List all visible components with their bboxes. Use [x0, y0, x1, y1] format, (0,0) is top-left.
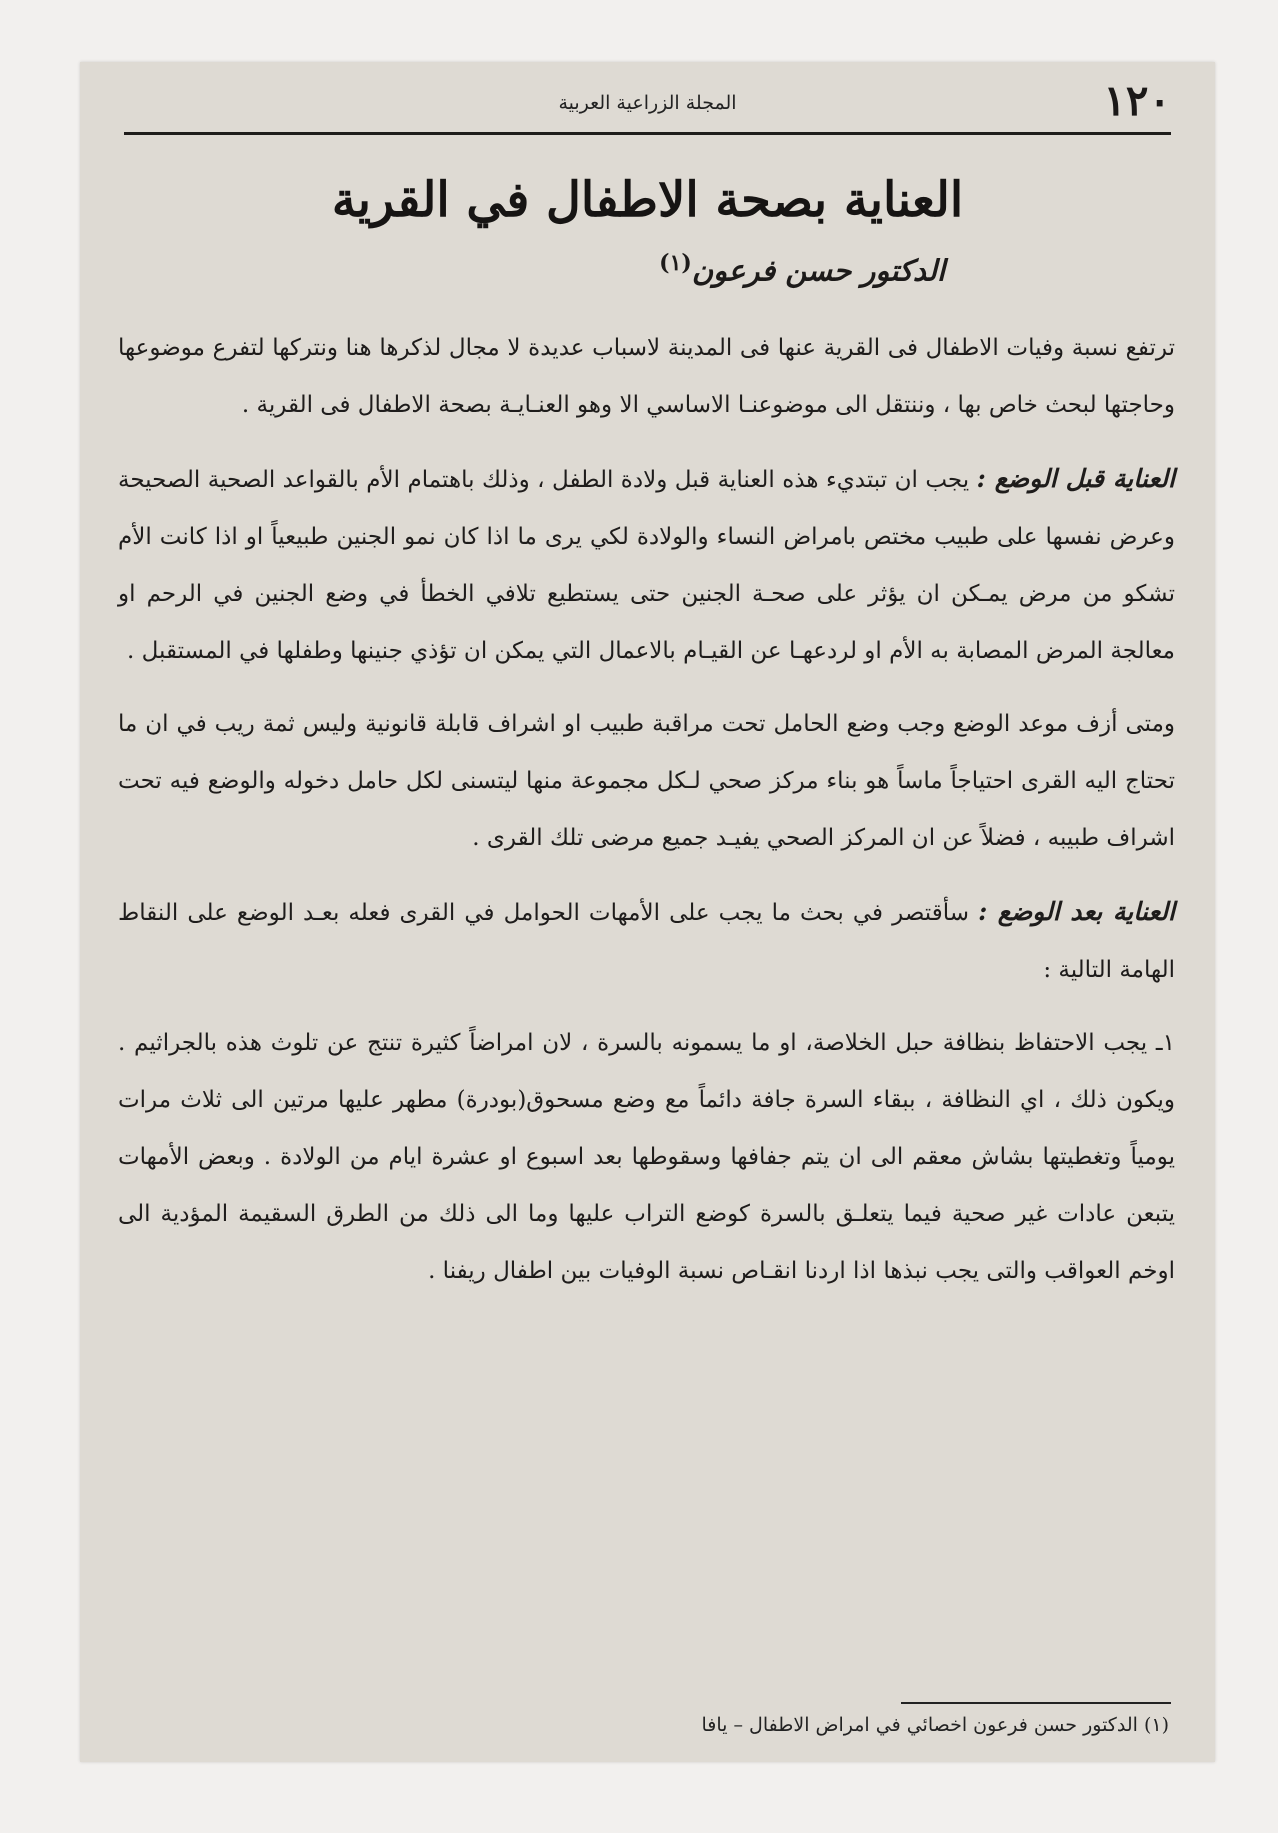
paragraph-point-1 — [118, 1015, 1175, 1300]
footnote-marker: (١) — [1143, 1714, 1169, 1736]
author-name: الدكتور حسن فرعون — [691, 253, 945, 288]
paragraph-text: يجب ان تبتديء هذه العناية قبل ولادة الطفل ، وذلك باهتمام الأم بالقواعد الصحية الصحيحة وعرض نفسها على طبيب مختص بامراض النساء والولادة لكي يرى ما اذا كان نمو الجنين طبيعياً او اذا كانت الأم تشكو من مرض يمـكن ان يؤثر على صحـة الجنين حتى يستطيع تلافي الخطأ في وضع الجنين في الرحم او معالجة المرض المصابة به الأم او لردعهـا عن القيـام بالاعمال التي يمكن ان تؤذي جنينها وطفلها في المستقبل . — [118, 467, 1175, 664]
footnote-divider — [901, 1702, 1171, 1704]
paragraph-intro — [118, 320, 1175, 434]
paragraph-text: ومتى أزف موعد الوضع وجب وضع الحامل تحت مراقبة طبيب او اشراف قابلة قانونية وليس ثمة ريب في ان ما تحتاج اليه القرى احتياجاً ماساً هو بناء مركز صحي لـكل مجموعة منها ليتسنى لكل حامل دخوله والوضع فيه تحت اشراف طبيبه ، فضلاً عن ان المركز الصحي يفيـد جميع مرضى تلك القرى . — [118, 711, 1175, 851]
paragraph-text: سأقتصر في بحث ما يجب على الأمهات الحوامل في القرى فعله بعـد الوضع على النقاط الهامة التالية : — [118, 900, 1175, 983]
page-header — [124, 76, 1171, 135]
page-number: ١٢٠ — [1103, 76, 1171, 125]
section-subhead: العناية بعد الوضع : — [978, 897, 1175, 926]
paragraph-delivery — [118, 696, 1175, 867]
running-head: المجلة الزراعية العربية — [558, 92, 737, 114]
footnote-text: الدكتور حسن فرعون اخصائي في امراض الاطفال – يافا — [701, 1714, 1138, 1736]
author-footnote-marker: (١) — [659, 250, 692, 276]
article-body — [118, 320, 1175, 1316]
paragraph-after-birth — [118, 883, 1175, 999]
paragraph-text: ١ـ يجب الاحتفاظ بنظافة حبل الخلاصة، او ما يسمونه بالسرة ، لان امراضاً كثيرة تنتج عن تلوث هذه بالجراثيم . ويكون ذلك ، اي النظافة ، ببقاء السرة جافة دائماً مع وضع مسحوق(بودرة) مطهر عليها مرتين الى ثلاث مرات يومياً وتغطيتها بشاش معقم الى ان يتم جفافها وسقوطها بعد اسبوع او عشرة ايام من الولادة . وبعض الأمهات يتبعن عادات غير صحية فيما يتعلـق بالسرة كوضع التراب عليها وما الى ذلك من الطرق السقيمة المؤدية الى اوخم العواقب والتى يجب نبذها اذا اردنا انقـاص نسبة الوفيات بين اطفال ريفنا . — [118, 1030, 1175, 1284]
paragraph-text: ترتفع نسبة وفيات الاطفال فى القرية عنها فى المدينة لاسباب عديدة لا مجال لذكرها هنا ونتركها لتفرع موضوعها وحاجتها لبحث خاص بها ، وننتقل الى موضوعنـا الاساسي الا وهو العنـايـة بصحة الاطفال فى القرية . — [118, 335, 1175, 418]
paragraph-before-birth — [118, 450, 1175, 680]
document-page — [80, 62, 1215, 1762]
footnote — [702, 1714, 1169, 1736]
section-subhead: العناية قبل الوضع : — [976, 464, 1175, 493]
article-title: العناية بصحة الاطفال في القرية — [331, 172, 964, 228]
author-line — [659, 250, 945, 288]
